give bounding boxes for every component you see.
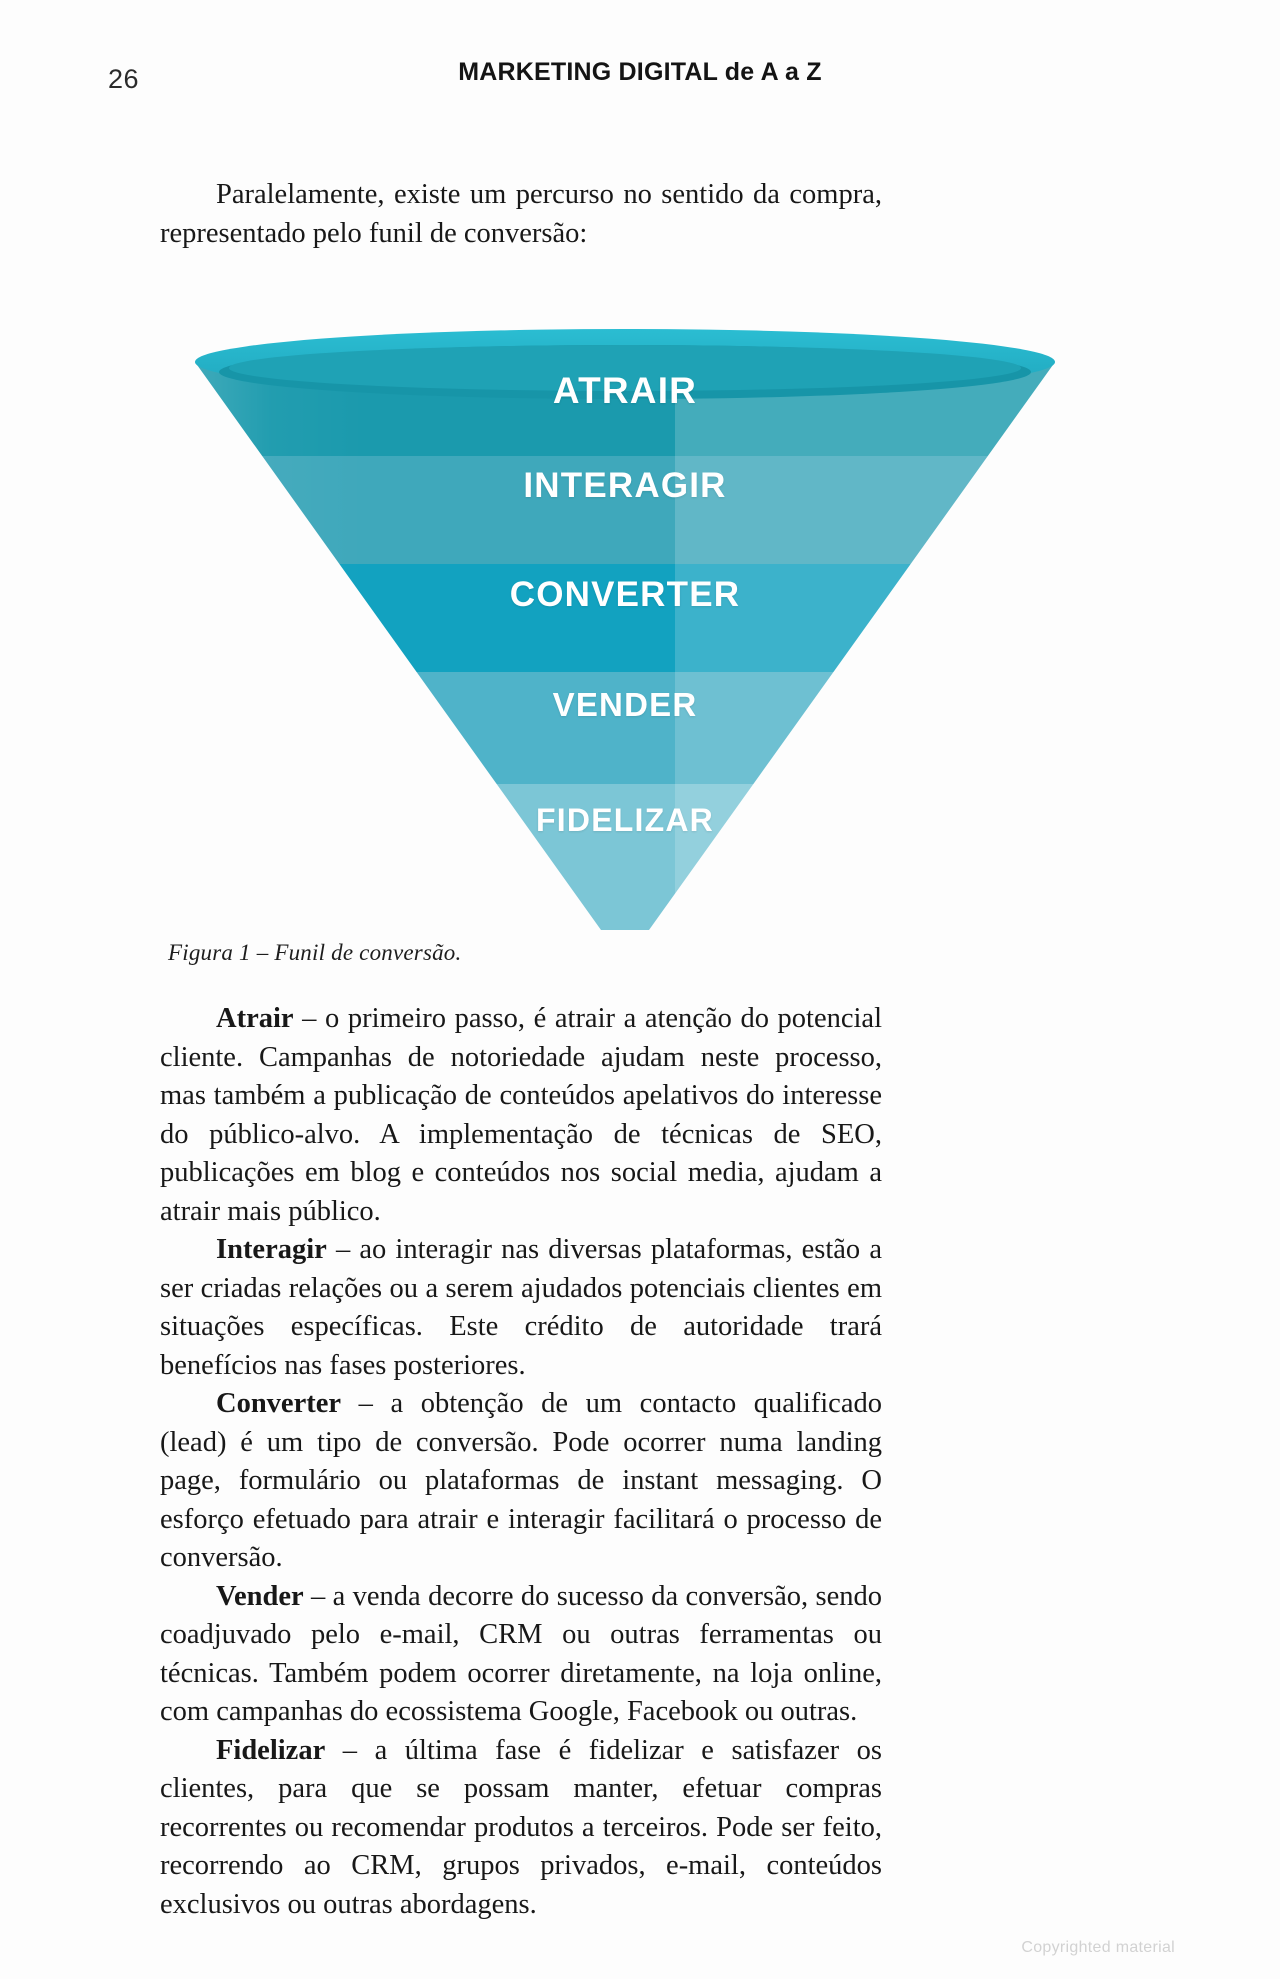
page-number: 26 (108, 64, 140, 94)
funnel-sheen-left (195, 350, 365, 940)
funnel-bands (175, 350, 1075, 940)
funnel-label-atrair: ATRAIR (552, 370, 698, 411)
paragraph-vender (160, 1578, 882, 1732)
funnel-label-interagir: INTERAGIR (523, 466, 727, 505)
figure-caption: Figura 1 – Funil de conversão. (168, 940, 462, 965)
paragraph-lead: Converter (216, 1388, 342, 1419)
paragraph-lead: Fidelizar (216, 1734, 326, 1766)
funnel-label-vender: VENDER (552, 686, 698, 723)
intro-paragraph: Paralelamente, existe um percurso no sentido da compra, representado pelo funil de conversão: (160, 179, 882, 249)
funnel-sheen-right (675, 350, 1075, 940)
funnel-label-fidelizar: FIDELIZAR (536, 802, 714, 838)
book-title: MARKETING DIGITAL de A a Z (458, 58, 822, 86)
paragraph-text: – a venda decorre do sucesso da conversão, sendo coadjuvado pelo e-mail, CRM ou outras ferramentas ou técnicas. Também podem ocorrer diretamente, na loja online, com campanhas do ecossistema Google, Facebook ou outras. (160, 1580, 882, 1727)
body-text (160, 1000, 882, 1924)
paragraph-text: – a obtenção de um contacto qualificado (lead) é um tipo de conversão. Pode ocorrer numa landing page, formulário ou plataformas de instant messaging. O esforço efetuado para atrair e interagir facilitará o processo de conversão. (160, 1388, 882, 1573)
paragraph-converter (160, 1385, 882, 1578)
paragraph-lead: Interagir (216, 1234, 327, 1265)
paragraph-atrair (160, 1000, 882, 1231)
funnel-graphic (175, 310, 1075, 950)
conversion-funnel-figure (0, 300, 1280, 950)
funnel-label-converter: CONVERTER (509, 575, 741, 614)
running-head (0, 58, 1280, 98)
paragraph-lead: Vender (216, 1580, 304, 1612)
paragraph-text: – ao interagir nas diversas plataformas, estão a ser criadas relações ou a serem ajudados potenciais clientes em situações específicas. Este crédito de autoridade trará benefícios nas fases posteriores. (160, 1234, 882, 1381)
paragraph-text: – a última fase é fidelizar e satisfazer os clientes, para que se possam manter, efetuar compras recorrentes ou recomendar produtos a terceiros. Pode ser feito, recorrendo ao CRM, grupos privados, e-mail, conteúdos exclusivos ou outras abordagens. (160, 1734, 882, 1920)
intro-block (160, 176, 882, 253)
copyright-watermark: Copyrighted material (1021, 1939, 1175, 1956)
paragraph-text: – o primeiro passo, é atrair a atenção do potencial cliente. Campanhas de notoriedade ajudam neste processo, mas também a publicação de conteúdos apelativos do interesse do público-alvo. A implementação de técnicas de SEO, publicações em blog e conteúdos nos social media, ajudam a atrair mais público. (160, 1003, 882, 1227)
paragraph-interagir (160, 1231, 882, 1385)
paragraph-fidelizar (160, 1732, 882, 1925)
paragraph-lead: Atrair (216, 1003, 294, 1034)
